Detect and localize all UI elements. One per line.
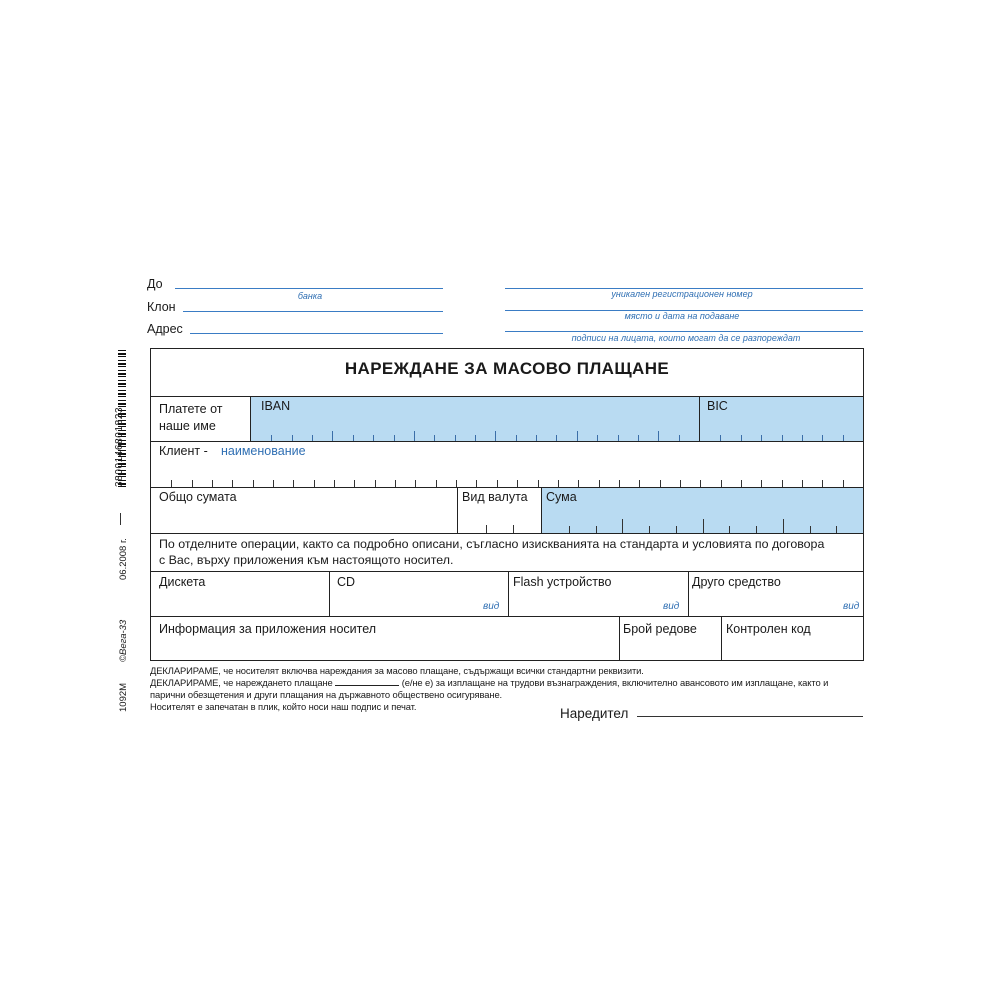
amount-tick: [783, 519, 784, 533]
currency-label: Вид валута: [462, 490, 528, 504]
client-name-field[interactable]: [151, 441, 863, 487]
media-other: Друго средство: [692, 575, 781, 589]
media-flash: Flash устройство: [513, 575, 612, 589]
client-tick: [639, 480, 640, 487]
operations-text-2: с Вас, върху приложения към настоящото носител.: [159, 553, 454, 567]
mass-payment-form: [150, 348, 864, 661]
iban-tick: [271, 435, 272, 441]
to-label: До: [147, 277, 163, 291]
client-tick: [741, 480, 742, 487]
iban-tick: [536, 435, 537, 441]
iban-tick: [658, 431, 659, 441]
client-tick: [192, 480, 193, 487]
bic-tick: [741, 435, 742, 441]
payer-label-2: наше име: [159, 419, 216, 433]
amount-tick: [596, 526, 597, 533]
client-tick: [782, 480, 783, 487]
address-label: Адрес: [147, 322, 183, 336]
client-tick: [497, 480, 498, 487]
flash-type-hint: вид: [663, 601, 680, 612]
client-tick: [354, 480, 355, 487]
client-tick: [314, 480, 315, 487]
client-tick: [802, 480, 803, 487]
amount-label: Сума: [546, 490, 577, 504]
iban-tick: [434, 435, 435, 441]
currency-tick: [486, 525, 487, 533]
form-code: 1092M: [118, 682, 129, 712]
client-tick: [721, 480, 722, 487]
client-tick: [680, 480, 681, 487]
bic-tick: [761, 435, 762, 441]
client-tick: [822, 480, 823, 487]
bic-tick: [720, 435, 721, 441]
client-tick: [700, 480, 701, 487]
amount-tick: [810, 526, 811, 533]
declaration-2: [150, 677, 828, 688]
bic-tick: [782, 435, 783, 441]
amount-tick: [836, 526, 837, 533]
cd-option[interactable]: [330, 572, 508, 616]
total-words-field[interactable]: [151, 488, 457, 533]
client-tick: [334, 480, 335, 487]
declaration-2a: ДЕКЛАРИРАМЕ, че нареждането плащане: [150, 677, 333, 688]
branch-label: Клон: [147, 300, 176, 314]
payer-label-1: Платете от: [159, 402, 223, 416]
iban-tick: [312, 435, 313, 441]
signatures-hint: подписи на лицата, които могат да се разпореждат: [571, 333, 801, 343]
iban-tick: [475, 435, 476, 441]
currency-field[interactable]: [458, 488, 542, 533]
client-tick: [415, 480, 416, 487]
other-type-hint: вид: [843, 601, 860, 612]
iban-tick: [353, 435, 354, 441]
iban-tick: [495, 431, 496, 441]
amount-tick: [729, 526, 730, 533]
bic-label: BIC: [707, 399, 728, 413]
form-title: НАРЕЖДАНЕ ЗА МАСОВО ПЛАЩАНЕ: [344, 359, 670, 378]
total-label: Общо сумата: [159, 490, 237, 504]
client-tick: [558, 480, 559, 487]
iban-tick: [455, 435, 456, 441]
client-tick: [436, 480, 437, 487]
bic-tick: [802, 435, 803, 441]
operations-text-1: По отделните операции, както са подробно описани, съгласно изискванията на стандарта и условията по договора: [159, 537, 825, 551]
reg-number-hint: уникален регистрационен номер: [611, 289, 753, 299]
media-cd: CD: [337, 575, 356, 589]
amount-tick: [756, 526, 757, 533]
client-tick: [660, 480, 661, 487]
client-tick: [578, 480, 579, 487]
declaration-2b: (е/не е) за изплащане на трудови възнаграждения, включително авансовото им изплащане, както и: [401, 677, 829, 688]
iban-tick: [597, 435, 598, 441]
iban-tick: [516, 435, 517, 441]
client-label: Клиент -: [159, 444, 208, 458]
amount-tick: [676, 526, 677, 533]
client-tick: [273, 480, 274, 487]
bic-tick: [822, 435, 823, 441]
rows-count-label: Брой редове: [623, 622, 697, 636]
iban-tick: [332, 431, 333, 441]
carrier-info-label: Информация за приложения носител: [159, 622, 377, 636]
cd-type-hint: вид: [483, 601, 500, 612]
declaration-1: ДЕКЛАРИРАМЕ, че носителят включва нареждания за масово плащане, съдържащи всички стандартни реквизити.: [150, 665, 644, 676]
client-name-label: наименование: [221, 444, 306, 458]
payment-type-blank[interactable]: [335, 685, 399, 686]
barcode-number: 3800146801823: [114, 406, 125, 487]
iban-label: IBAN: [261, 399, 291, 413]
client-tick: [476, 480, 477, 487]
orderer-label: Наредител: [560, 706, 629, 721]
declaration-4: Носителят е запечатан в плик, който носи наш подпис и печат.: [150, 701, 417, 712]
control-code-label: Контролен код: [726, 622, 811, 636]
iban-tick: [414, 431, 415, 441]
signatures-line[interactable]: [505, 331, 863, 332]
client-tick: [375, 480, 376, 487]
client-tick: [517, 480, 518, 487]
publisher: ©Вега-33: [118, 619, 129, 662]
rule: [151, 533, 863, 534]
address-line[interactable]: [190, 333, 443, 334]
iban-tick: [556, 435, 557, 441]
iban-tick: [394, 435, 395, 441]
client-tick: [619, 480, 620, 487]
amount-tick: [703, 519, 704, 533]
declaration-3: парични обезщетения и други плащания на държавното обществено осигуряване.: [150, 689, 503, 700]
margin-mark: [120, 513, 121, 525]
iban-tick: [373, 435, 374, 441]
iban-tick: [577, 431, 578, 441]
client-tick: [253, 480, 254, 487]
client-tick: [212, 480, 213, 487]
client-tick: [232, 480, 233, 487]
iban-tick: [618, 435, 619, 441]
media-diskette: Дискета: [159, 575, 206, 589]
amount-tick: [622, 519, 623, 533]
amount-tick: [649, 526, 650, 533]
place-date-hint: място и дата на подаване: [624, 311, 740, 321]
client-tick: [761, 480, 762, 487]
client-tick: [293, 480, 294, 487]
client-tick: [599, 480, 600, 487]
edition-date: 06.2008 г.: [118, 538, 129, 580]
client-tick: [171, 480, 172, 487]
iban-tick: [638, 435, 639, 441]
client-tick: [456, 480, 457, 487]
bank-hint: банка: [297, 291, 323, 301]
client-tick: [395, 480, 396, 487]
client-tick: [538, 480, 539, 487]
currency-tick: [513, 525, 514, 533]
bic-tick: [843, 435, 844, 441]
iban-tick: [679, 435, 680, 441]
branch-line[interactable]: [183, 311, 443, 312]
amount-tick: [569, 526, 570, 533]
client-tick: [843, 480, 844, 487]
to-line[interactable]: [175, 288, 443, 289]
orderer-signature-line[interactable]: [637, 716, 863, 717]
iban-tick: [292, 435, 293, 441]
